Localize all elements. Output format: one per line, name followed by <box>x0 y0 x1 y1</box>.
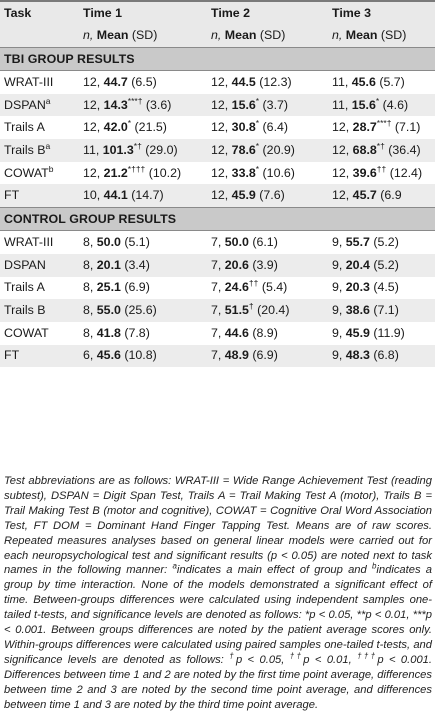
footnote-part-5: p < 0.01, <box>303 653 358 666</box>
significance-marker: * <box>127 118 132 129</box>
mean-label: Mean <box>96 28 129 42</box>
sd-value: (21.5) <box>131 120 167 135</box>
table-row <box>0 322 435 345</box>
sd-value: (6.9) <box>248 348 278 363</box>
table-row <box>0 254 435 277</box>
sd-value: (20.9) <box>259 142 295 157</box>
n-value: 10, <box>83 188 104 203</box>
n-value: 8, <box>83 303 97 318</box>
mean-value: 14.3 <box>103 97 128 112</box>
header-spacer <box>0 24 78 48</box>
n-value: 8, <box>83 325 97 340</box>
mean-value: 44.5 <box>231 74 256 89</box>
significance-marker: ***† <box>127 95 143 106</box>
significance-marker: †† <box>376 163 387 174</box>
time1-cell <box>78 231 206 254</box>
sd-value: (3.9) <box>248 257 278 272</box>
n-value: 11, <box>332 97 352 112</box>
task-name-cell <box>0 345 78 368</box>
sd-value: (5.4) <box>258 280 288 295</box>
sd-value: (10.8) <box>120 348 157 363</box>
n-value: 12, <box>332 142 353 157</box>
n-value: 7, <box>211 257 225 272</box>
time1-cell <box>78 116 206 139</box>
task-name-cell <box>0 254 78 277</box>
task-name-cell <box>0 94 78 117</box>
footnote-sup-a: a <box>172 561 177 571</box>
sd-value: (8.9) <box>248 325 278 340</box>
task-name: FT <box>4 348 20 363</box>
sd-label: (SD) <box>256 28 286 42</box>
mean-value: 44.7 <box>103 74 128 89</box>
time2-cell <box>206 162 327 185</box>
task-name-cell <box>0 184 78 207</box>
task-name: Trails B <box>4 303 46 318</box>
mean-value: 15.6 <box>351 97 376 112</box>
n-value: 12, <box>83 165 104 180</box>
table-row <box>0 71 435 94</box>
n-value: 7, <box>211 280 225 295</box>
time2-cell <box>206 71 327 94</box>
table-row <box>0 116 435 139</box>
mean-value: 101.3 <box>102 142 134 157</box>
mean-value: 45.6 <box>351 74 376 89</box>
mean-value: 42.0 <box>103 120 128 135</box>
footnote-part-4: p < 0.05, <box>235 653 290 666</box>
mean-value: 39.6 <box>352 165 377 180</box>
mean-value: 20.6 <box>224 257 249 272</box>
n-value: 8, <box>83 257 97 272</box>
n-value: 11, <box>83 142 103 157</box>
mean-value: 45.9 <box>231 188 256 203</box>
time2-header: Time 2 <box>206 1 327 24</box>
footnote-part-1: Test abbreviations are as follows: WRAT-III = Wide Range Achievement Test (reading subtest), DSPAN = Digit Span Test, Trails A = Trail Making Test A (motor), Trails B = Trail Making Test B (motor and cognitive), COWAT = Cognitive Oral Word Association Test, FT DOM = Dominant Hand Finger Tapping Test. Means are of raw scores. Repeated measures analyses based on general linear models were carried out for each neuropsychological test and significant results (p < 0.05) are noted next to task names in the following manner: <box>4 475 432 577</box>
time1-cell <box>78 345 206 368</box>
task-name: WRAT-III <box>4 234 54 249</box>
sd-value: (7.1) <box>369 303 399 318</box>
task-name: WRAT-III <box>4 74 54 89</box>
footnote-sup-b: b <box>371 561 377 571</box>
n-value: 9, <box>332 257 346 272</box>
time3-cell <box>327 94 435 117</box>
n-value: 12, <box>211 97 232 112</box>
mean-value: 68.8 <box>352 142 377 157</box>
task-name-cell <box>0 231 78 254</box>
footnote-part-2: indicates a main effect of group and <box>176 564 372 577</box>
n-value: 12, <box>83 97 104 112</box>
table-row <box>0 139 435 162</box>
mean-value: 41.8 <box>96 325 121 340</box>
task-significance-marker: a <box>45 140 51 151</box>
sd-value: (10.6) <box>259 165 295 180</box>
time2-cell <box>206 116 327 139</box>
sd-value: (14.7) <box>127 188 164 203</box>
footnote-sup-dagger: † <box>229 651 236 661</box>
mean-value: 55.0 <box>96 303 121 318</box>
mean-value: 20.3 <box>345 280 370 295</box>
n-value: 7, <box>211 325 225 340</box>
time1-cell <box>78 94 206 117</box>
time3-cell <box>327 184 435 207</box>
sd-value: (3.4) <box>120 257 150 272</box>
sd-value: (3.7) <box>259 97 289 112</box>
significance-marker: † <box>248 300 254 311</box>
mean-label: Mean <box>224 28 257 42</box>
n-value: 9, <box>332 280 346 295</box>
mean-value: 24.6 <box>224 280 249 295</box>
mean-value: 78.6 <box>231 142 256 157</box>
time1-cell <box>78 299 206 322</box>
mean-value: 55.7 <box>345 234 370 249</box>
sd-label: (SD) <box>128 28 158 42</box>
section-title: TBI GROUP RESULTS <box>0 48 435 71</box>
table-row <box>0 299 435 322</box>
sd-value: (7.8) <box>120 325 150 340</box>
time2-cell <box>206 277 327 300</box>
significance-marker: *† <box>376 140 385 151</box>
sd-value: (10.2) <box>145 165 182 180</box>
n-value: 12, <box>211 165 232 180</box>
section-header-row <box>0 48 435 71</box>
mean-value: 20.4 <box>345 257 370 272</box>
header-row-measures <box>0 24 435 48</box>
sd-value: (5.1) <box>120 234 150 249</box>
mean-value: 50.0 <box>224 234 249 249</box>
n-value: 12, <box>332 188 353 203</box>
time1-cell <box>78 254 206 277</box>
time2-cell <box>206 345 327 368</box>
task-name: Trails A <box>4 120 45 135</box>
time2-cell <box>206 94 327 117</box>
mean-value: 25.1 <box>96 280 121 295</box>
sd-value: (6.8) <box>369 348 399 363</box>
time1-subheader <box>78 24 206 48</box>
n-value: 12, <box>332 120 353 135</box>
n-value: 9, <box>332 234 346 249</box>
n-label: n, <box>83 28 97 42</box>
time3-cell <box>327 345 435 368</box>
time2-cell <box>206 299 327 322</box>
task-name: Trails A <box>4 280 45 295</box>
time3-cell <box>327 277 435 300</box>
task-name-cell <box>0 162 78 185</box>
significance-marker: * <box>255 118 260 129</box>
significance-marker: *† <box>133 140 142 151</box>
footnote-sup-double-dagger: †† <box>289 651 304 661</box>
mean-value: 45.6 <box>96 348 121 363</box>
task-name-cell <box>0 277 78 300</box>
time3-cell <box>327 71 435 94</box>
n-value: 12, <box>332 165 353 180</box>
time3-cell <box>327 231 435 254</box>
table-row <box>0 184 435 207</box>
significance-marker: * <box>255 163 260 174</box>
section-header-row <box>0 208 435 231</box>
n-value: 9, <box>332 303 346 318</box>
sd-value: (4.5) <box>369 280 399 295</box>
table-row <box>0 277 435 300</box>
sd-value: (6.9 <box>376 188 402 203</box>
sd-value: (7.1) <box>391 120 421 135</box>
table-row <box>0 345 435 368</box>
mean-value: 20.1 <box>96 257 121 272</box>
time2-subheader <box>206 24 327 48</box>
sd-value: (3.6) <box>142 97 172 112</box>
n-label: n, <box>211 28 225 42</box>
mean-value: 45.7 <box>352 188 377 203</box>
time2-cell <box>206 322 327 345</box>
mean-value: 48.3 <box>345 348 370 363</box>
sd-label: (SD) <box>377 28 407 42</box>
time3-cell <box>327 116 435 139</box>
mean-value: 30.8 <box>231 120 256 135</box>
significance-marker: * <box>375 95 380 106</box>
significance-marker: * <box>255 140 260 151</box>
sd-value: (12.4) <box>386 165 423 180</box>
mean-value: 48.9 <box>224 348 249 363</box>
mean-value: 28.7 <box>352 120 377 135</box>
mean-value: 44.1 <box>103 188 128 203</box>
sd-value: (5.2) <box>369 257 399 272</box>
mean-value: 45.9 <box>345 325 370 340</box>
task-name: DSPAN <box>4 257 46 272</box>
n-value: 11, <box>332 74 352 89</box>
n-value: 12, <box>211 74 232 89</box>
time3-cell <box>327 162 435 185</box>
mean-value: 44.6 <box>224 325 249 340</box>
n-value: 9, <box>332 348 346 363</box>
mean-value: 15.6 <box>231 97 256 112</box>
footnote-part-3: indicates a group by time interaction. None of the models demonstrated a significant effect of time. Between-groups differences were calculated using independent samples one-tailed t-tests, and significance levels are denoted as follows: *p < 0.05, **p < 0.01, ***p < 0.001. Between groups differences are noted by the patient average scores only. Within-groups differences were calculated using paired samples one-tailed t-tests, and significance levels are denoted as follows: <box>4 564 432 666</box>
significance-marker: †† <box>248 278 259 289</box>
time1-cell <box>78 139 206 162</box>
time3-cell <box>327 139 435 162</box>
header-row-times <box>0 1 435 24</box>
table-row <box>0 94 435 117</box>
sd-value: (6.5) <box>127 74 157 89</box>
task-name-cell <box>0 116 78 139</box>
task-name: Trails B <box>4 142 46 157</box>
sd-value: (36.4) <box>384 142 421 157</box>
task-name: COWAT <box>4 325 49 340</box>
task-name: COWAT <box>4 165 49 180</box>
mean-value: 21.2 <box>103 165 128 180</box>
mean-value: 33.8 <box>231 165 256 180</box>
n-value: 8, <box>83 234 97 249</box>
task-name-cell <box>0 71 78 94</box>
sd-value: (6.1) <box>248 234 278 249</box>
time1-cell <box>78 277 206 300</box>
task-name-cell <box>0 299 78 322</box>
significance-marker: *††† <box>127 163 146 174</box>
mean-value: 38.6 <box>345 303 370 318</box>
table-row <box>0 231 435 254</box>
time2-cell <box>206 231 327 254</box>
n-value: 12, <box>83 74 104 89</box>
task-name: DSPAN <box>4 97 46 112</box>
time1-cell <box>78 184 206 207</box>
time1-cell <box>78 162 206 185</box>
sd-value: (5.7) <box>375 74 405 89</box>
sd-value: (7.6) <box>255 188 285 203</box>
sd-value: (4.6) <box>379 97 409 112</box>
task-significance-marker: a <box>45 95 51 106</box>
n-value: 12, <box>83 120 104 135</box>
time1-header: Time 1 <box>78 1 206 24</box>
n-value: 7, <box>211 303 225 318</box>
n-value: 12, <box>211 120 232 135</box>
footnote-part-6: p < 0.001. Differences between time 1 and 2 are noted by the first time point average, differences between time 2 and 3 are noted by the second time point average, and differences between time 1 and 3 are noted by the third time point average. <box>4 653 433 711</box>
mean-value: 51.5 <box>224 303 249 318</box>
n-value: 12, <box>211 142 232 157</box>
results-table-body <box>0 1 435 367</box>
sd-value: (20.4) <box>253 303 290 318</box>
task-name-cell <box>0 322 78 345</box>
section-title: CONTROL GROUP RESULTS <box>0 208 435 231</box>
sd-value: (29.0) <box>141 142 178 157</box>
n-value: 9, <box>332 325 346 340</box>
mean-value: 50.0 <box>96 234 121 249</box>
significance-marker: ***† <box>376 118 392 129</box>
sd-value: (5.2) <box>369 234 399 249</box>
n-value: 7, <box>211 348 225 363</box>
sd-value: (25.6) <box>120 303 157 318</box>
time3-header: Time 3 <box>327 1 435 24</box>
n-value: 12, <box>211 188 232 203</box>
significance-marker: * <box>255 95 260 106</box>
time3-cell <box>327 322 435 345</box>
table-row <box>0 162 435 185</box>
task-name-cell <box>0 139 78 162</box>
time3-subheader <box>327 24 435 48</box>
time3-cell <box>327 299 435 322</box>
footnote-sup-triple-dagger: ††† <box>357 651 378 661</box>
time1-cell <box>78 71 206 94</box>
sd-value: (12.3) <box>255 74 292 89</box>
sd-value: (6.9) <box>120 280 150 295</box>
task-column-header: Task <box>0 1 78 24</box>
time2-cell <box>206 139 327 162</box>
n-value: 8, <box>83 280 97 295</box>
time3-cell <box>327 254 435 277</box>
sd-value: (6.4) <box>259 120 289 135</box>
time2-cell <box>206 254 327 277</box>
task-significance-marker: b <box>48 163 54 174</box>
task-name: FT <box>4 188 20 203</box>
time1-cell <box>78 322 206 345</box>
n-value: 7, <box>211 234 225 249</box>
time2-cell <box>206 184 327 207</box>
mean-label: Mean <box>345 28 378 42</box>
n-label: n, <box>332 28 346 42</box>
n-value: 6, <box>83 348 97 363</box>
sd-value: (11.9) <box>369 325 405 340</box>
